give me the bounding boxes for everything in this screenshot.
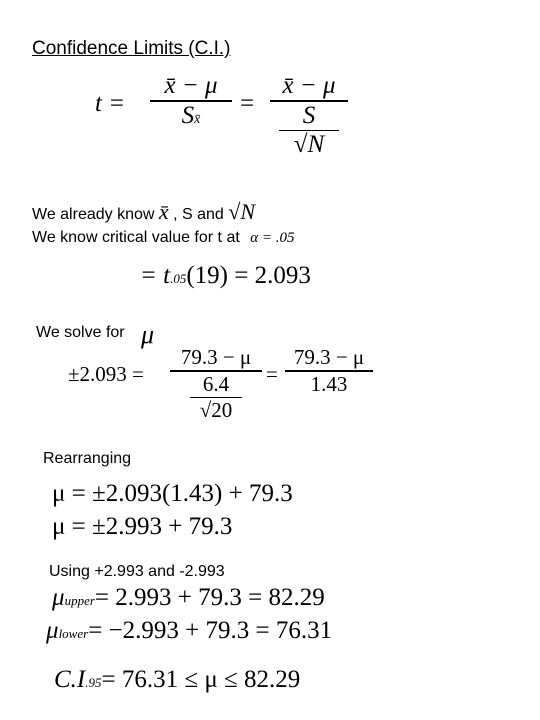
- crit-eq: [140, 262, 311, 290]
- formula-t-frac1-den-sub: x̄: [194, 111, 201, 127]
- xbar-symbol: x̄: [158, 199, 169, 224]
- rearranging-label: Rearranging: [43, 450, 132, 467]
- solve-eq-frac1-num: 79.3 − μ: [180, 345, 252, 369]
- ci-pre: C.I: [54, 666, 86, 693]
- rearr-eq1: μ = ±2.093(1.43) + 79.3: [52, 480, 293, 507]
- solve-eq-frac1-den-den: √20: [199, 398, 233, 422]
- crit-eq-post: (19) = 2.093: [186, 262, 311, 289]
- solve-eq-lhs: ±2.093 =: [68, 362, 144, 386]
- crit-eq-pre: = t: [140, 262, 171, 289]
- upper-rest: = 2.993 + 79.3 = 82.29: [94, 584, 325, 611]
- ci-rest: = 76.31 ≤ μ ≤ 82.29: [101, 666, 301, 693]
- solve-eq-frac2: [285, 345, 373, 397]
- formula-t-frac1: [150, 72, 232, 130]
- upper-eq: [52, 584, 325, 612]
- solve-eq-frac2-den: 1.43: [310, 371, 348, 396]
- formula-t-eq: =: [240, 90, 255, 117]
- lower-eq: [46, 617, 332, 645]
- solve-label: We solve for: [36, 324, 125, 341]
- formula-t-frac2: [270, 72, 348, 159]
- formula-t-frac2-den-den: √N: [293, 131, 325, 158]
- line-know: [32, 199, 255, 225]
- solve-eq-frac1: [170, 345, 262, 423]
- using-label: Using +2.993 and -2.993: [49, 563, 225, 580]
- line-know-text1: We already know: [32, 206, 155, 223]
- formula-t-frac1-den: [150, 102, 232, 130]
- line-know-text2: , S and: [173, 206, 224, 223]
- formula-t-frac1-den-s: S: [181, 101, 195, 129]
- line-critical-text: We know critical value for t at: [32, 229, 240, 246]
- formula-t-frac2-den-num: S: [302, 101, 316, 129]
- page-title: Confidence Limits (C.I.): [32, 38, 231, 59]
- formula-t-frac2-den: [279, 102, 339, 160]
- solve-eq-frac1-den-num: 6.4: [202, 371, 230, 396]
- alpha-value: α = .05: [250, 230, 295, 246]
- formula-t-frac1-num: x̄ − μ: [164, 72, 218, 99]
- upper-mu: μ: [52, 584, 65, 611]
- formula-t-lhs: t =: [95, 90, 126, 117]
- formula-t-frac2-num: x̄ − μ: [282, 72, 336, 99]
- sqrt-n-symbol: √N: [228, 199, 256, 224]
- solve-eq-frac2-num: 79.3 − μ: [293, 345, 365, 369]
- mu-symbol: μ: [141, 320, 155, 349]
- crit-eq-sub: .05: [170, 271, 187, 286]
- solve-eq-frac1-den: [190, 372, 242, 424]
- lower-mu: μ: [46, 617, 59, 644]
- rearr-eq2: μ = ±2.993 + 79.3: [52, 513, 233, 540]
- ci-eq: [54, 666, 300, 694]
- ci-sub: .95: [85, 675, 102, 690]
- line-critical: [32, 229, 294, 247]
- lower-sub: lower: [58, 626, 89, 641]
- upper-sub: upper: [64, 593, 95, 608]
- lower-rest: = −2.993 + 79.3 = 76.31: [88, 617, 333, 644]
- solve-eq-eq: =: [266, 362, 278, 386]
